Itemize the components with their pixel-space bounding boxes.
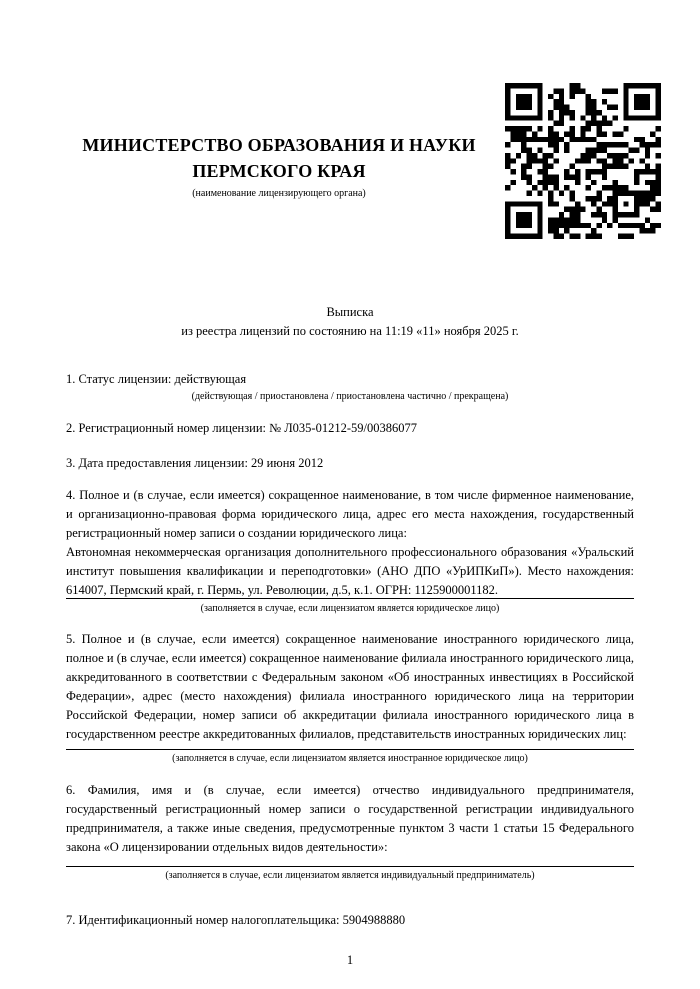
item-5-foreign-entity: [66, 630, 634, 766]
item-6-individual-entrepreneur: [66, 781, 634, 883]
item-1-license-status: [66, 370, 634, 404]
document-header: [66, 0, 634, 303]
item-2-registration-number: [66, 419, 634, 438]
document-title: [66, 303, 634, 341]
ministry-caption: (наименование лицензирующего органа): [192, 188, 366, 199]
item-4-label: 4. Полное и (в случае, если имеется) сокращенное наименование, в том числе фирменное наименование, и организационно-правовая форма юридического лица, адрес его места нахождения, государственный регистрационный номер записи о создании юридического лица:: [66, 488, 634, 540]
document-title-line1: Выписка: [326, 305, 374, 319]
item-4-value: Автономная некоммерческая организация дополнительного профессионального образования «Уральский институт повышения квалификации и переподготовки» (АНО ДПО «УрИПКиП»). Место нахождения: 614007, Пермский край, г. Пермь, ул. Революции, д.5, к.1. ОГРН: 1125900001182.: [66, 545, 634, 597]
item-3-text: 3. Дата предоставления лицензии: 29 июня 2012: [66, 456, 324, 470]
item-6-label: 6. Фамилия, имя и (в случае, если имеется) отчество индивидуального предпринимателя, государственный регистрационный номер записи о государственной регистрации индивидуального предпринимателя, а также иные сведения, предусмотренные пунктом 3 части 1 статьи 15 Федерального закона «О лицензировании отдельных видов деятельности»:: [66, 783, 634, 854]
item-5-label: 5. Полное и (в случае, если имеется) сокращенное наименование иностранного юридического лица, полное и (в случае, если имеется) сокращенное наименование филиала иностранного юридического лица, аккредитованного в соответствии с Федеральным законом «Об иностранных инвестициях в Российской Федерации», адрес (место нахождения) филиала иностранного юридического лица на территории Российской Федерации, номер записи об аккредитации филиала иностранного юридического лица в государственном реестре аккредитованных филиалов, представительств иностранных юридических лиц:: [66, 632, 634, 741]
item-1-caption: (действующая / приостановлена / приостановлена частично / прекращена): [191, 391, 509, 402]
fill-line-foreign-entity: [66, 749, 634, 750]
item-4-caption: (заполняется в случае, если лицензиатом является юридическое лицо): [200, 603, 500, 614]
item-6-caption: (заполняется в случае, если лицензиатом является индивидуальный предприниматель): [165, 870, 535, 881]
item-7-text: 7. Идентификационный номер налогоплательщика: 5904988880: [66, 913, 406, 927]
item-1-text: 1. Статус лицензии: действующая: [66, 372, 247, 386]
fill-line-entrepreneur: [66, 866, 634, 867]
item-4-legal-entity: [66, 486, 634, 616]
item-3-license-date: [66, 454, 634, 473]
item-5-caption: (заполняется в случае, если лицензиатом является иностранное юридическое лицо): [172, 753, 528, 764]
ministry-name-line2: ПЕРМСКОГО КРАЯ: [192, 161, 366, 181]
page-number: 1: [346, 953, 354, 967]
item-2-text: 2. Регистрационный номер лицензии: № Л035-01212-59/00386077: [66, 421, 417, 435]
ministry-name-line1: МИНИСТЕРСТВО ОБРАЗОВАНИЯ И НАУКИ: [82, 135, 476, 155]
qr-code-icon: [505, 83, 661, 239]
document-title-line2: из реестра лицензий по состоянию на 11:19 «11» ноября 2025 г.: [181, 324, 519, 338]
licensing-authority-block: [66, 132, 492, 200]
item-7-taxpayer-number: [66, 911, 634, 930]
